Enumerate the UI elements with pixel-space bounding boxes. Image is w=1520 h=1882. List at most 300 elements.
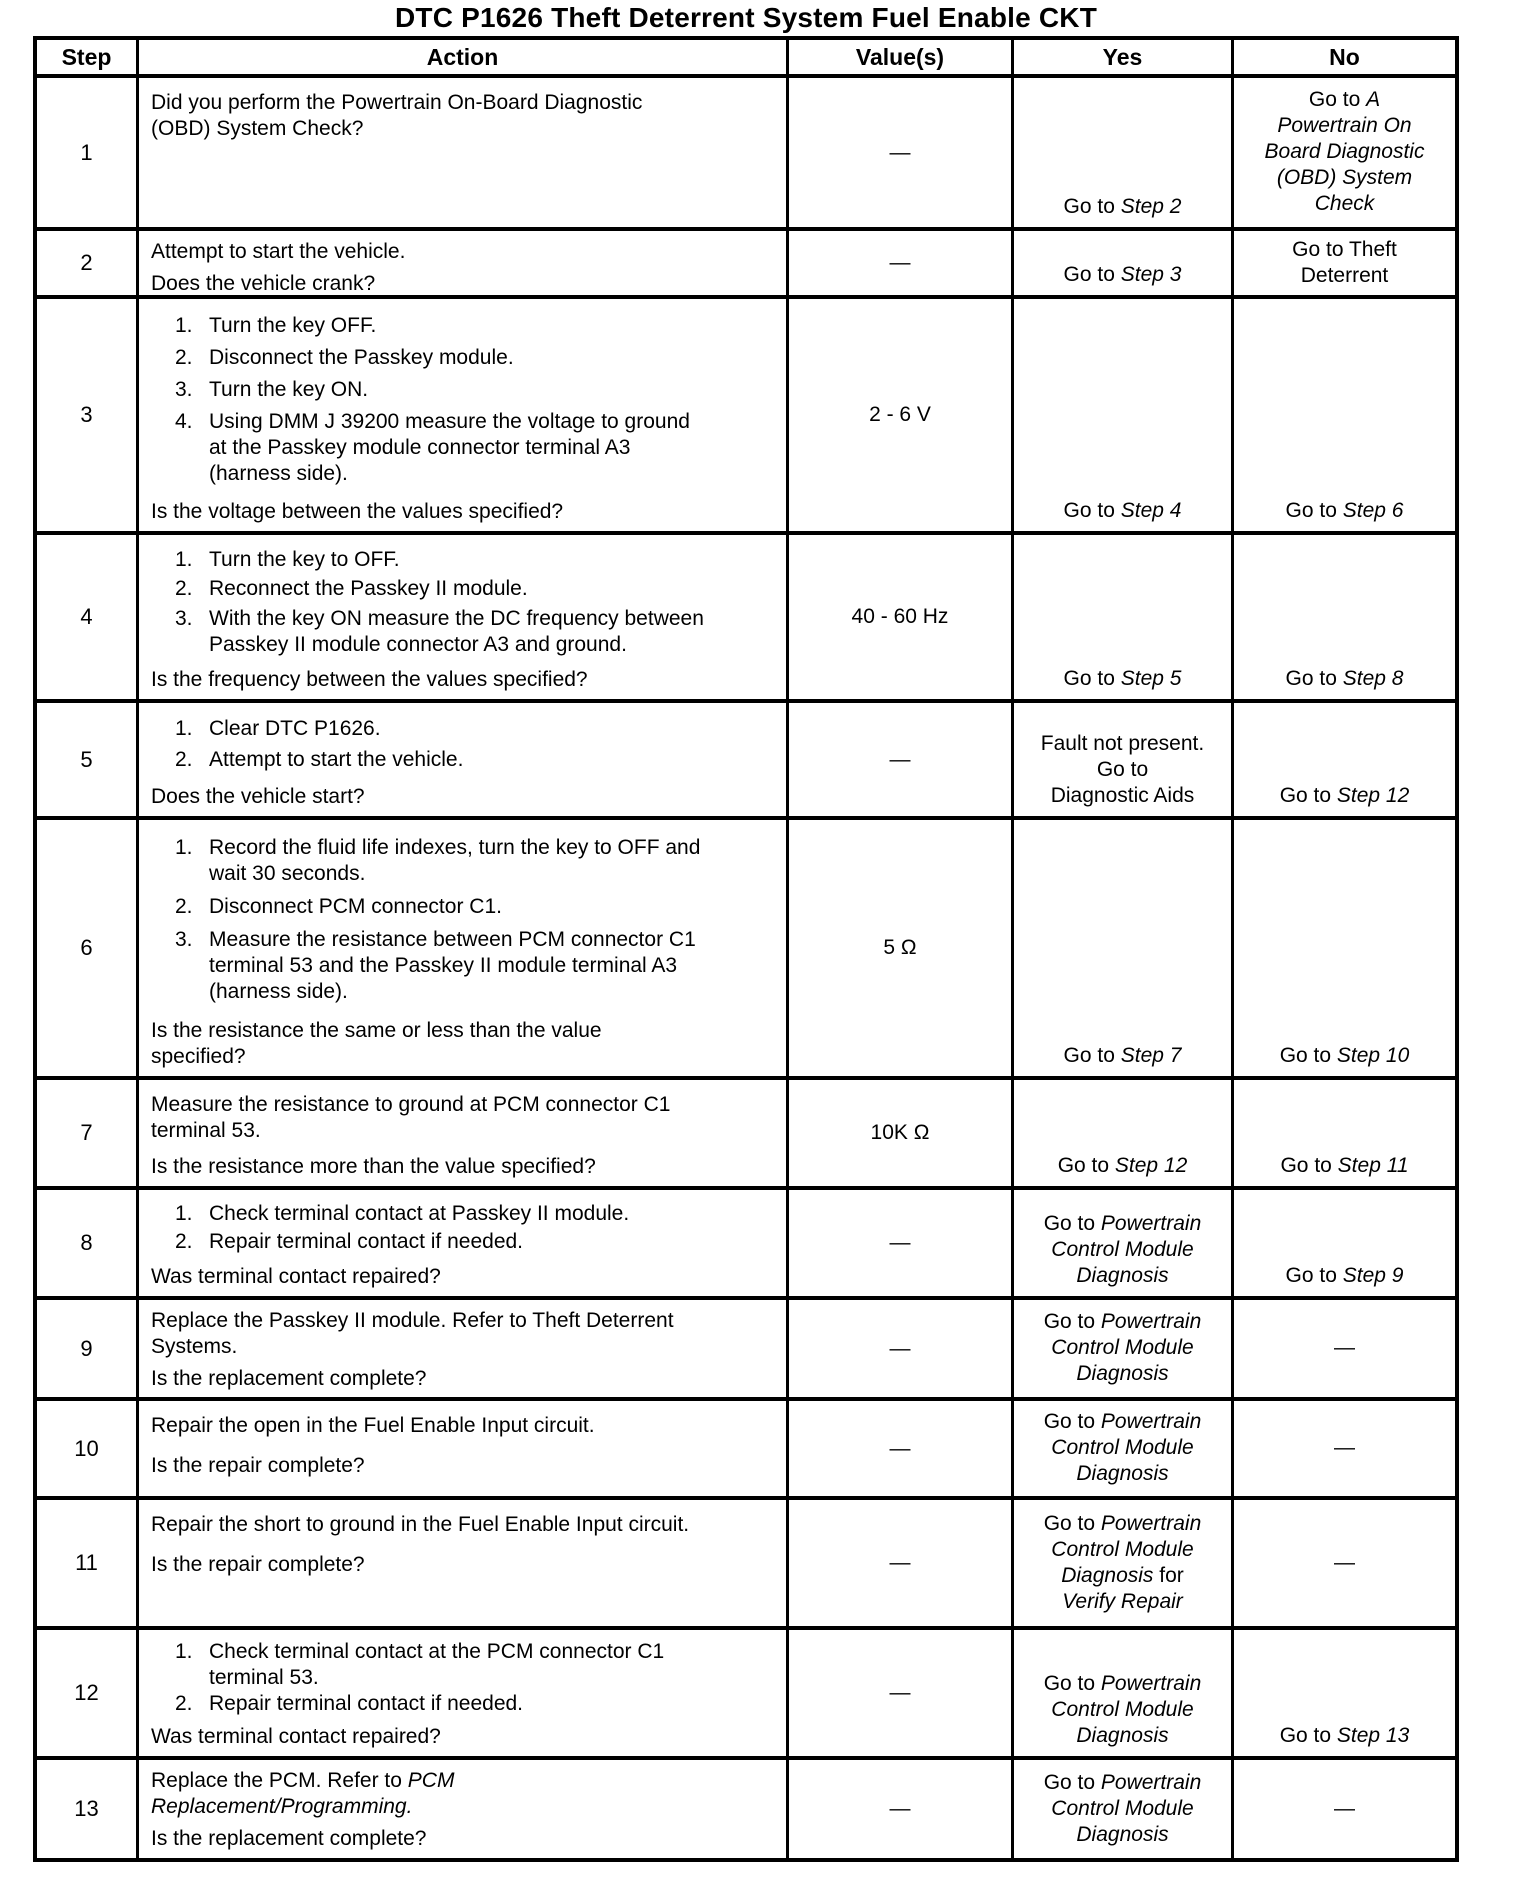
action-paragraph-line: Attempt to start the vehicle. xyxy=(151,240,406,263)
no-cell xyxy=(1234,535,1455,699)
action-body xyxy=(149,1638,778,1718)
yes-cell xyxy=(1014,1500,1234,1626)
action-item-line: Measure the resistance between PCM connector C1 xyxy=(209,928,696,951)
action-item-number: 4. xyxy=(175,410,193,433)
action-list-item xyxy=(149,716,778,742)
diagnostic-table xyxy=(33,36,1459,1862)
action-paragraph-line: Replace the PCM. Refer to PCM xyxy=(151,1769,455,1792)
action-cell xyxy=(139,1080,789,1186)
yes-cell xyxy=(1014,1300,1234,1397)
action-question-line: Was terminal contact repaired? xyxy=(151,1265,441,1288)
step-cell xyxy=(37,78,139,227)
header-step: Step xyxy=(37,40,139,74)
action-question xyxy=(149,493,778,525)
action-question-line: Is the replacement complete? xyxy=(151,1827,427,1850)
action-body xyxy=(149,239,778,265)
step-cell xyxy=(37,1190,139,1296)
action-list-item xyxy=(149,747,778,773)
action-question xyxy=(149,1148,778,1180)
action-item-line: Turn the key ON. xyxy=(209,378,369,401)
action-item-number: 1. xyxy=(175,1201,193,1225)
value-text xyxy=(883,936,916,960)
table-body xyxy=(37,78,1455,1858)
action-item-line: (harness side). xyxy=(209,462,348,485)
no-line: Go to Theft xyxy=(1292,237,1397,261)
value-cell xyxy=(789,703,1014,816)
action-item-text xyxy=(209,547,778,573)
step-cell xyxy=(37,299,139,531)
action-cell xyxy=(139,78,789,227)
value-cell xyxy=(789,535,1014,699)
action-question-line: Does the vehicle start? xyxy=(151,785,365,808)
action-item-text xyxy=(209,894,778,920)
step-number: 6 xyxy=(80,935,93,960)
value-cell xyxy=(789,1190,1014,1296)
value-line: — xyxy=(889,1231,911,1254)
action-body xyxy=(149,1768,778,1820)
action-item-number: 2. xyxy=(175,1230,193,1254)
action-paragraph-line: Did you perform the Powertrain On-Board Diagnostic xyxy=(151,91,643,114)
no-line: — xyxy=(1334,1796,1355,1820)
action-paragraph xyxy=(149,1413,778,1439)
action-paragraph-line: Measure the resistance to ground at PCM connector C1 xyxy=(151,1093,671,1116)
action-question-line: Was terminal contact repaired? xyxy=(151,1725,441,1748)
yes-cell xyxy=(1014,1630,1234,1756)
action-item-text xyxy=(209,606,778,658)
value-text xyxy=(890,251,911,275)
action-question-line: Is the repair complete? xyxy=(151,1553,365,1576)
step-number: 5 xyxy=(80,746,93,772)
yes-cell xyxy=(1014,1190,1234,1296)
action-paragraph xyxy=(149,239,778,265)
action-item-line: Using DMM J 39200 measure the voltage to ground xyxy=(209,410,690,433)
yes-line: Control Module xyxy=(1051,1537,1194,1561)
action-item-number: 1. xyxy=(175,717,193,740)
action-item-line: Turn the key OFF. xyxy=(209,314,377,337)
no-line: Go to Step 8 xyxy=(1285,667,1404,690)
action-item-text xyxy=(209,345,778,371)
action-question-line: Is the resistance more than the value specified? xyxy=(151,1155,596,1178)
action-body xyxy=(149,711,778,778)
action-item-line: With the key ON measure the DC frequency between xyxy=(209,606,704,630)
yes-cell xyxy=(1014,1401,1234,1496)
page-title: DTC P1626 Theft Deterrent System Fuel Enable CKT xyxy=(395,2,1097,33)
action-item-line: Turn the key to OFF. xyxy=(209,547,400,571)
table-row xyxy=(37,1760,1455,1858)
diagnostic-table-document xyxy=(33,2,1459,1862)
no-line: (OBD) System xyxy=(1276,166,1413,189)
value-cell xyxy=(789,1300,1014,1397)
no-cell xyxy=(1234,1760,1455,1858)
yes-cell xyxy=(1014,231,1234,295)
no-line: — xyxy=(1334,1336,1355,1359)
step-number: 7 xyxy=(80,1120,93,1145)
value-cell xyxy=(789,231,1014,295)
value-cell xyxy=(789,1760,1014,1858)
table-row xyxy=(37,1300,1455,1401)
value-line: — xyxy=(889,747,911,771)
action-list-item xyxy=(149,409,778,487)
action-paragraph xyxy=(149,1092,778,1144)
action-cell xyxy=(139,1630,789,1756)
action-paragraph-line: Replace the Passkey II module. Refer to Theft Deterrent xyxy=(151,1309,674,1332)
yes-line: Go to Powertrain xyxy=(1043,1212,1202,1235)
yes-line: Go to Powertrain xyxy=(1043,1410,1202,1433)
no-line: Go to Step 9 xyxy=(1285,1264,1404,1287)
value-line: 40 - 60 Hz xyxy=(851,605,949,628)
action-body xyxy=(149,1508,778,1538)
yes-line: Go to Powertrain xyxy=(1043,1770,1202,1794)
action-question-line: Does the vehicle crank? xyxy=(151,272,376,295)
action-item-number: 1. xyxy=(175,314,193,337)
step-number: 9 xyxy=(80,1335,93,1361)
action-list-item xyxy=(149,345,778,371)
action-item-text xyxy=(209,1639,778,1691)
yes-line: Diagnosis for xyxy=(1061,1563,1184,1587)
action-item-line: Check terminal contact at the PCM connector C1 xyxy=(209,1639,665,1663)
action-item-text xyxy=(209,1691,778,1717)
step-cell xyxy=(37,703,139,816)
action-cell xyxy=(139,1500,789,1626)
action-body xyxy=(149,86,778,142)
no-cell xyxy=(1234,1630,1455,1756)
no-line: Check xyxy=(1314,192,1375,215)
action-question-line: Is the voltage between the values specified? xyxy=(151,500,564,523)
step-number: 4 xyxy=(80,604,93,629)
action-question xyxy=(149,1258,778,1290)
no-line: Deterrent xyxy=(1300,263,1389,287)
value-text xyxy=(852,605,949,629)
value-text xyxy=(890,1681,911,1705)
action-item-number: 2. xyxy=(175,895,193,918)
action-paragraph-line: Replacement/Programming. xyxy=(151,1795,413,1818)
action-list-item xyxy=(149,1639,778,1691)
action-item-text xyxy=(209,576,778,602)
action-list-item xyxy=(149,606,778,658)
action-item-number: 2. xyxy=(175,577,193,600)
action-item-text xyxy=(209,1201,778,1227)
action-item-line: terminal 53 and the Passkey II module terminal A3 xyxy=(209,954,678,977)
action-question xyxy=(149,661,778,693)
no-cell xyxy=(1234,820,1455,1076)
action-item-line: Clear DTC P1626. xyxy=(209,717,381,740)
action-item-number: 1. xyxy=(175,836,193,859)
action-cell xyxy=(139,820,789,1076)
action-body xyxy=(149,1198,778,1258)
no-cell xyxy=(1234,1080,1455,1186)
value-cell xyxy=(789,299,1014,531)
step-number: 10 xyxy=(74,1435,99,1461)
step-number: 2 xyxy=(80,250,93,275)
action-list-item xyxy=(149,547,778,573)
no-line: Go to Step 10 xyxy=(1279,1044,1410,1067)
step-number: 12 xyxy=(74,1680,99,1705)
action-item-line: Passkey II module connector A3 and ground. xyxy=(209,632,627,656)
action-item-text xyxy=(209,313,778,339)
table-row xyxy=(37,1190,1455,1300)
action-question xyxy=(149,1012,778,1070)
action-question xyxy=(149,1552,778,1578)
action-item-line: (harness side). xyxy=(209,980,348,1003)
action-item-line: Record the fluid life indexes, turn the key to OFF and xyxy=(209,836,701,859)
action-question-line: Is the frequency between the values specified? xyxy=(151,668,588,691)
value-text xyxy=(871,1121,930,1145)
action-list-item xyxy=(149,576,778,602)
step-number: 13 xyxy=(74,1796,99,1821)
action-paragraph xyxy=(149,1768,778,1820)
action-cell xyxy=(139,1190,789,1296)
action-question xyxy=(149,1360,778,1392)
step-number: 8 xyxy=(80,1230,93,1255)
step-cell xyxy=(37,1500,139,1626)
action-question-line: Is the replacement complete? xyxy=(151,1367,427,1390)
table-row xyxy=(37,1630,1455,1760)
action-cell xyxy=(139,299,789,531)
action-item-number: 2. xyxy=(175,748,193,771)
action-question-line: Is the resistance the same or less than the value xyxy=(151,1019,602,1042)
yes-cell xyxy=(1014,299,1234,531)
action-item-line: Disconnect the Passkey module. xyxy=(209,346,514,369)
table-row xyxy=(37,231,1455,299)
value-text xyxy=(890,1437,911,1461)
action-item-number: 2. xyxy=(175,346,193,369)
value-line: 10K Ω xyxy=(870,1121,930,1144)
yes-line: Diagnosis xyxy=(1076,1462,1169,1485)
value-line: — xyxy=(889,1551,911,1574)
action-list-item xyxy=(149,1201,778,1227)
action-list-item xyxy=(149,377,778,403)
no-line: Powertrain On xyxy=(1277,114,1412,137)
yes-cell xyxy=(1014,1080,1234,1186)
action-question xyxy=(149,1820,778,1852)
yes-line: Control Module xyxy=(1051,1796,1194,1820)
action-paragraph xyxy=(149,90,778,142)
value-cell xyxy=(789,820,1014,1076)
action-item-number: 3. xyxy=(175,606,193,630)
step-number: 1 xyxy=(80,139,93,165)
action-item-number: 2. xyxy=(175,1692,193,1716)
yes-line: Verify Repair xyxy=(1062,1589,1183,1613)
action-item-line: Disconnect PCM connector C1. xyxy=(209,895,502,918)
yes-line: Go to xyxy=(1096,758,1149,781)
value-line: — xyxy=(889,1336,911,1360)
value-line: — xyxy=(889,1681,911,1704)
value-line: 5 Ω xyxy=(883,936,917,959)
action-question-line: Is the repair complete? xyxy=(151,1454,365,1477)
no-line: Go to Step 12 xyxy=(1279,784,1410,807)
no-line: Go to A xyxy=(1308,88,1381,111)
action-item-line: Check terminal contact at Passkey II module. xyxy=(209,1201,630,1225)
action-cell xyxy=(139,535,789,699)
action-body xyxy=(149,1308,778,1360)
value-cell xyxy=(789,1080,1014,1186)
action-paragraph-line: terminal 53. xyxy=(151,1119,261,1142)
yes-cell xyxy=(1014,820,1234,1076)
action-list-item xyxy=(149,927,778,1005)
step-cell xyxy=(37,820,139,1076)
no-cell xyxy=(1234,1500,1455,1626)
no-line: Go to Step 6 xyxy=(1285,499,1404,522)
action-item-text xyxy=(209,747,778,773)
value-line: — xyxy=(889,1797,911,1820)
no-cell xyxy=(1234,231,1455,295)
no-line: — xyxy=(1334,1436,1355,1459)
action-paragraph xyxy=(149,1308,778,1360)
action-cell xyxy=(139,1300,789,1397)
action-item-text xyxy=(209,377,778,403)
action-list-item xyxy=(149,1229,778,1255)
yes-line: Go to Powertrain xyxy=(1043,1310,1202,1333)
action-cell xyxy=(139,703,789,816)
action-body xyxy=(149,1088,778,1148)
yes-cell xyxy=(1014,535,1234,699)
yes-line: Go to Step 2 xyxy=(1063,195,1182,218)
yes-line: Diagnosis xyxy=(1076,1822,1169,1846)
yes-line: Control Module xyxy=(1051,1698,1194,1721)
action-question xyxy=(149,265,778,295)
step-cell xyxy=(37,1401,139,1496)
value-line: — xyxy=(889,251,911,274)
yes-line: Diagnostic Aids xyxy=(1050,784,1195,807)
action-item-line: wait 30 seconds. xyxy=(209,862,366,885)
yes-line: Go to Step 5 xyxy=(1063,667,1182,690)
action-item-text xyxy=(209,835,778,887)
step-cell xyxy=(37,1630,139,1756)
action-body xyxy=(149,1409,778,1439)
action-item-text xyxy=(209,1229,778,1255)
table-row xyxy=(37,1500,1455,1630)
no-cell xyxy=(1234,299,1455,531)
value-text xyxy=(890,1337,911,1361)
action-item-line: Repair terminal contact if needed. xyxy=(209,1230,524,1254)
yes-line: Control Module xyxy=(1051,1436,1194,1459)
value-cell xyxy=(789,1401,1014,1496)
action-item-line: terminal 53. xyxy=(209,1665,319,1689)
action-item-number: 1. xyxy=(175,1639,193,1663)
action-paragraph-line: Repair the short to ground in the Fuel Enable Input circuit. xyxy=(151,1513,690,1536)
header-action: Action xyxy=(139,40,789,74)
action-list-item xyxy=(149,835,778,887)
no-line: Board Diagnostic xyxy=(1264,140,1425,163)
step-number: 3 xyxy=(80,402,93,427)
yes-line: Control Module xyxy=(1051,1336,1194,1359)
action-item-line: Repair terminal contact if needed. xyxy=(209,1692,524,1716)
yes-cell xyxy=(1014,1760,1234,1858)
action-paragraph xyxy=(149,1512,778,1538)
table-row xyxy=(37,535,1455,703)
yes-line: Diagnosis xyxy=(1076,1264,1169,1287)
yes-line: Diagnosis xyxy=(1076,1724,1169,1747)
yes-line: Go to Step 3 xyxy=(1063,263,1182,286)
value-cell xyxy=(789,1500,1014,1626)
action-question xyxy=(149,1718,778,1750)
header-no: No xyxy=(1329,43,1360,70)
step-cell xyxy=(37,231,139,295)
action-cell xyxy=(139,231,789,295)
action-cell xyxy=(139,1760,789,1858)
table-row xyxy=(37,1401,1455,1500)
action-list-item xyxy=(149,313,778,339)
no-cell xyxy=(1234,1401,1455,1496)
header-yes: Yes xyxy=(1014,40,1234,74)
no-line: Go to Step 13 xyxy=(1279,1724,1410,1747)
no-cell xyxy=(1234,78,1455,227)
yes-line: Diagnosis xyxy=(1076,1362,1169,1385)
table-row xyxy=(37,78,1455,231)
action-item-number: 1. xyxy=(175,547,193,571)
value-text xyxy=(890,748,911,772)
yes-line: Go to Step 4 xyxy=(1063,499,1182,522)
table-row xyxy=(37,703,1455,820)
no-line: Go to Step 11 xyxy=(1280,1154,1409,1177)
no-cell xyxy=(1234,1300,1455,1397)
yes-line: Fault not present. xyxy=(1040,732,1205,755)
action-question-line: specified? xyxy=(151,1045,246,1068)
table-row xyxy=(37,1080,1455,1190)
value-text xyxy=(890,1797,911,1821)
header-values: Value(s) xyxy=(789,40,1014,74)
step-cell xyxy=(37,535,139,699)
action-item-text xyxy=(209,409,778,487)
yes-line: Go to Powertrain xyxy=(1043,1511,1202,1535)
yes-line: Control Module xyxy=(1051,1238,1194,1261)
no-line: — xyxy=(1334,1550,1355,1574)
action-cell xyxy=(139,1401,789,1496)
yes-line: Go to Step 12 xyxy=(1057,1154,1188,1177)
yes-cell xyxy=(1014,78,1234,227)
action-body xyxy=(149,307,778,493)
action-item-text xyxy=(209,716,778,742)
value-cell xyxy=(789,1630,1014,1756)
value-text xyxy=(890,1231,911,1255)
yes-line: Go to Powertrain xyxy=(1043,1672,1202,1695)
action-body xyxy=(149,828,778,1012)
table-header-row xyxy=(37,40,1455,78)
yes-cell xyxy=(1014,703,1234,816)
value-text xyxy=(869,403,931,427)
action-item-line: at the Passkey module connector terminal A3 xyxy=(209,436,631,459)
action-paragraph-line: (OBD) System Check? xyxy=(151,117,364,140)
action-question xyxy=(149,1453,778,1479)
action-list-item xyxy=(149,894,778,920)
action-item-number: 3. xyxy=(175,378,193,401)
value-cell xyxy=(789,78,1014,227)
value-line: — xyxy=(889,1436,911,1460)
table-row xyxy=(37,820,1455,1080)
table-row xyxy=(37,299,1455,535)
value-text xyxy=(890,1551,911,1575)
value-line: 2 - 6 V xyxy=(869,403,931,426)
action-item-line: Reconnect the Passkey II module. xyxy=(209,577,528,600)
value-text xyxy=(890,141,911,165)
yes-line: Go to Step 7 xyxy=(1063,1044,1182,1067)
action-paragraph-line: Systems. xyxy=(151,1335,238,1358)
action-list-item xyxy=(149,1691,778,1717)
action-item-line: Attempt to start the vehicle. xyxy=(209,748,464,771)
action-item-number: 3. xyxy=(175,928,193,951)
no-cell xyxy=(1234,703,1455,816)
step-cell xyxy=(37,1300,139,1397)
step-cell xyxy=(37,1080,139,1186)
no-cell xyxy=(1234,1190,1455,1296)
action-body xyxy=(149,543,778,661)
value-line: — xyxy=(889,140,911,164)
step-number: 11 xyxy=(75,1550,98,1575)
step-cell xyxy=(37,1760,139,1858)
action-question xyxy=(149,778,778,810)
action-item-text xyxy=(209,927,778,1005)
action-paragraph-line: Repair the open in the Fuel Enable Input circuit. xyxy=(151,1414,595,1437)
